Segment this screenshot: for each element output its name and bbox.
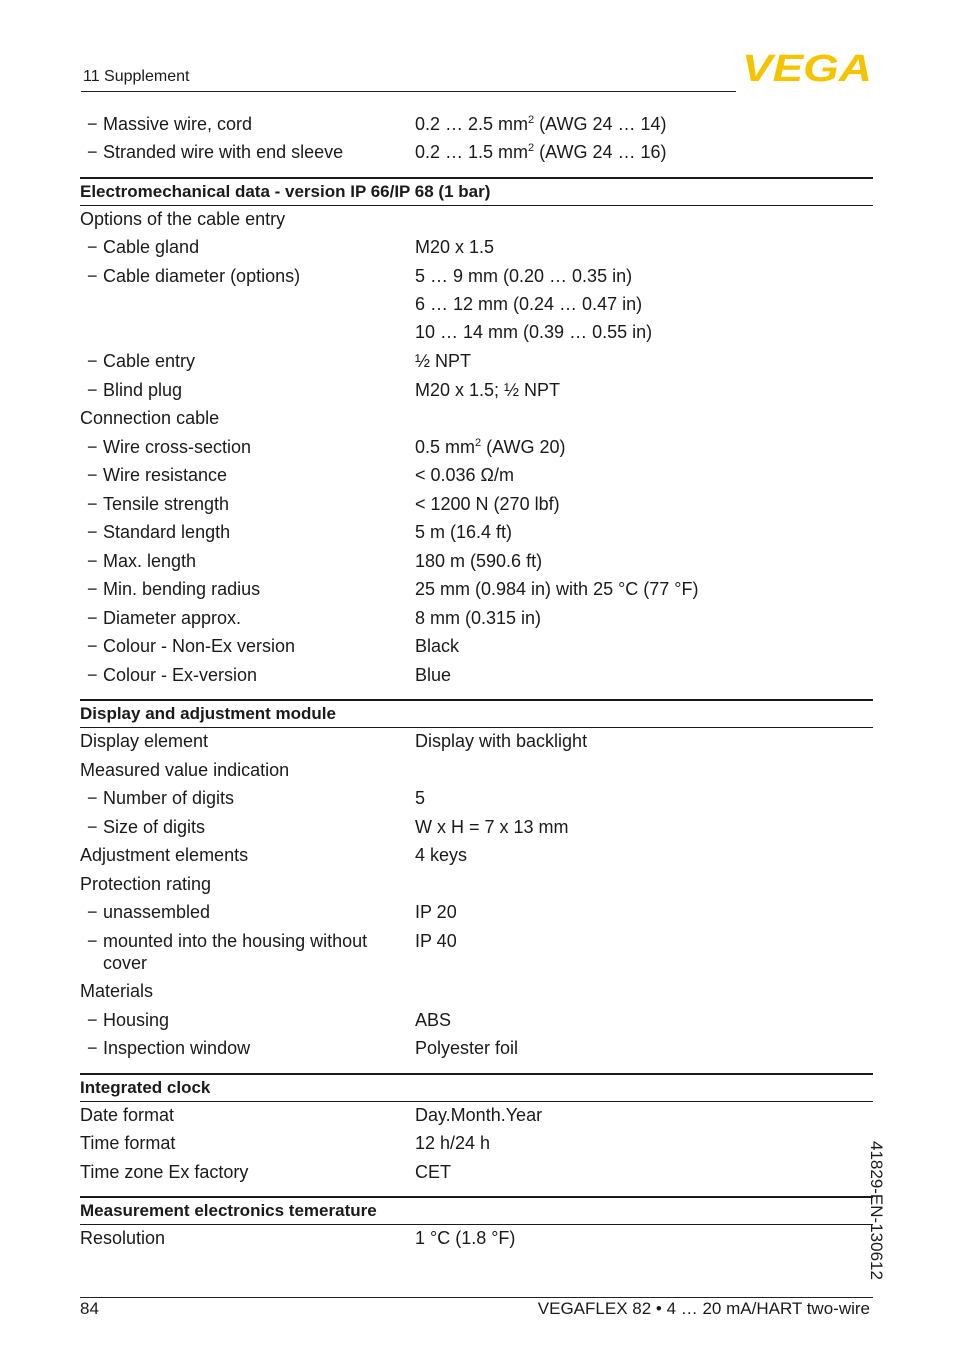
- header-divider: [81, 91, 736, 92]
- section-title-display: Display and adjustment module: [80, 704, 336, 723]
- section-bottom-rule: [80, 727, 873, 728]
- section-bottom-rule: [80, 1224, 873, 1225]
- section-bottom-rule: [80, 1101, 873, 1102]
- section-title-temperature: Measurement electronics temerature: [80, 1201, 377, 1220]
- section-title-clock: Integrated clock: [80, 1078, 211, 1097]
- vega-logo: [742, 52, 874, 84]
- document-title: VEGAFLEX 82 • 4 … 20 mA/HART two-wire: [537, 1299, 870, 1318]
- spec-value: 0.2 … 2.5 $mm^2$ (AWG 24 … 14): [415, 114, 667, 134]
- spec-label: − Massive wire, cord: [87, 114, 253, 134]
- section-top-rule: [80, 1073, 873, 1075]
- document-id: 41829-EN-130612: [867, 1141, 886, 1280]
- section-top-rule: [80, 1196, 873, 1198]
- footer-divider: [80, 1297, 873, 1298]
- section-header: 11 Supplement: [83, 68, 190, 85]
- spec-value: 0.2 … 1.5 $mm^2$ (AWG 24 … 16): [415, 142, 667, 162]
- section-top-rule: [80, 699, 873, 701]
- section-title-electromechanical: Electromechanical data - version IP 66/IP 68 (1 bar): [80, 182, 491, 201]
- section-top-rule: [80, 177, 873, 179]
- page-number: 84: [80, 1299, 99, 1318]
- spec-label: − Stranded wire with end sleeve: [87, 142, 344, 162]
- section-bottom-rule: [80, 205, 873, 206]
- logo-text: VEGA: [742, 52, 872, 84]
